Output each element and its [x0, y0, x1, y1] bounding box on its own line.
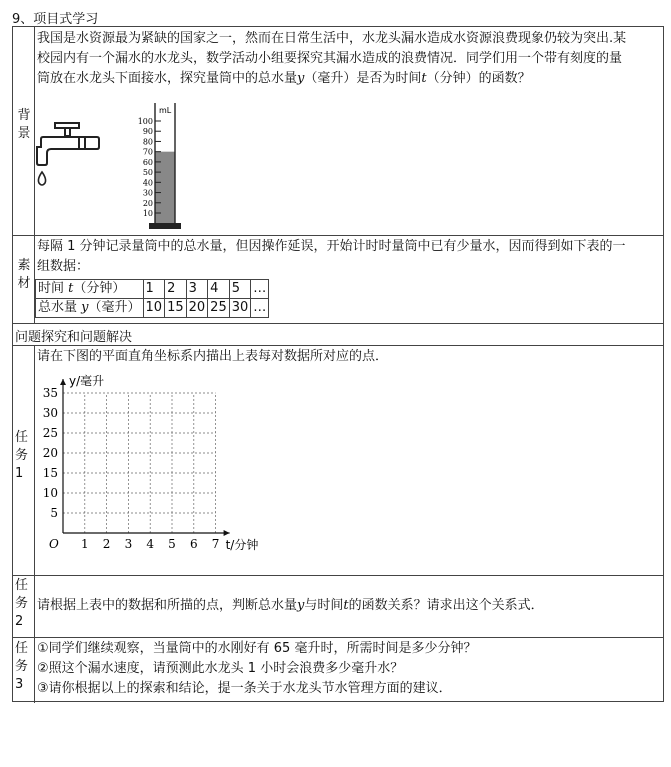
x-tick-label: 3 [124, 537, 133, 551]
background-label: 背景 [17, 108, 31, 141]
material-text: 每隔 1 分钟记录量筒中的总水量，但因操作延误，开始计时时量筒中已有少量水，因而得到如下表的一 组数据： [37, 239, 626, 274]
table-cell: 1 [143, 280, 165, 299]
y-tick-label: 35 [42, 386, 58, 400]
table-cell: 15 [165, 299, 187, 318]
question-title: 9、项目式学习 [12, 12, 99, 27]
y-axis-label: y/毫升 [69, 374, 105, 388]
y-tick-label: 30 [42, 406, 58, 420]
faucet-icon [35, 117, 115, 197]
cylinder-tick-label: 80 [142, 137, 153, 147]
data-table [35, 279, 269, 318]
background-text: 我国是水资源最为紧缺的国家之一，然而在日常生活中，水龙头漏水造成水资源浪费现象仍较为突出.某 校园内有一个漏水的水龙头，数学活动小组要探究其漏水造成的浪费情况．同学们用一个带有刻度的量 筒放在水龙头下面接水，探究量筒中的总水量y（毫升）是否为时间t（分钟）的函数？ [37, 31, 627, 86]
x-axis-arrow [224, 530, 230, 536]
y-axis-arrow [60, 379, 66, 385]
graduated-cylinder-icon [133, 99, 183, 231]
cylinder-tick-label: 50 [142, 168, 153, 178]
x-tick-label: 5 [168, 537, 176, 551]
cylinder-tick-label: 30 [142, 188, 153, 198]
cylinder-tick-label: 100 [137, 117, 153, 126]
task3-question-3: ③请你根据以上的探索和结论，提一条关于水龙头节水管理方面的建议． [37, 681, 452, 696]
cylinder-base [149, 223, 181, 229]
table-cell: … [251, 280, 269, 299]
coordinate-grid-chart [35, 369, 275, 569]
y-tick-label: 15 [42, 466, 58, 480]
row-divider [13, 575, 663, 576]
cylinder-tick-label: 90 [142, 127, 153, 137]
cylinder-tick-label: 70 [142, 147, 153, 157]
table-row [36, 280, 269, 299]
x-tick-label: 1 [80, 537, 89, 551]
task3-question-1: ①同学们继续观察，当量筒中的水刚好有 65 毫升时，所需时间是多少分钟？ [37, 641, 477, 656]
table-cell: 3 [186, 280, 208, 299]
task3-text [37, 639, 659, 699]
origin-label: O [49, 537, 59, 551]
row-divider [13, 637, 663, 638]
table-cell: 30 [229, 299, 251, 318]
row-divider [13, 345, 663, 346]
x-axis-label: t/分钟 [225, 538, 259, 552]
y-tick-label: 5 [50, 506, 58, 520]
task2-label: 任 务 2 [15, 578, 29, 629]
table-cell: … [251, 299, 269, 318]
task2-text: 请根据上表中的数据和所描的点，判断总水量y与时间t的函数关系？请求出这个关系式． [37, 598, 544, 613]
y-tick-label: 25 [42, 426, 58, 440]
section-heading: 问题探究和问题解决 [15, 330, 133, 345]
table-cell: 2 [165, 280, 187, 299]
x-tick-label: 7 [211, 537, 220, 551]
table-cell: 4 [208, 280, 230, 299]
row-divider [13, 235, 663, 236]
cylinder-tick-label: 60 [142, 157, 153, 167]
table-header-volume: 总水量 y（毫升） [36, 299, 144, 318]
table-row [36, 299, 269, 318]
row-divider [13, 323, 663, 324]
table-cell: 5 [229, 280, 251, 299]
y-tick-label: 10 [42, 486, 58, 500]
cylinder-tick-label: 40 [142, 178, 153, 188]
cylinder-tick-label: 10 [142, 209, 153, 218]
x-tick-label: 4 [146, 537, 155, 551]
cylinder-tick-label: 20 [142, 198, 153, 208]
y-tick-label: 20 [42, 446, 58, 460]
x-tick-label: 6 [189, 537, 198, 551]
x-tick-label: 2 [102, 537, 111, 551]
table-cell: 25 [208, 299, 230, 318]
task3-question-2: ②照这个漏水速度，请预测此水龙头 1 小时会浪费多少毫升水？ [37, 661, 404, 676]
table-cell: 10 [143, 299, 165, 318]
task1-label: 任 务 1 [15, 430, 29, 481]
cylinder-unit: mL [159, 106, 172, 115]
table-header-time: 时间 t（分钟） [36, 280, 144, 299]
material-label: 素材 [17, 258, 31, 291]
table-cell: 20 [186, 299, 208, 318]
project-table [12, 26, 664, 702]
task3-label: 任 务 3 [15, 641, 29, 692]
task1-text: 请在下图的平面直角坐标系内描出上表每对数据所对应的点． [37, 349, 389, 364]
